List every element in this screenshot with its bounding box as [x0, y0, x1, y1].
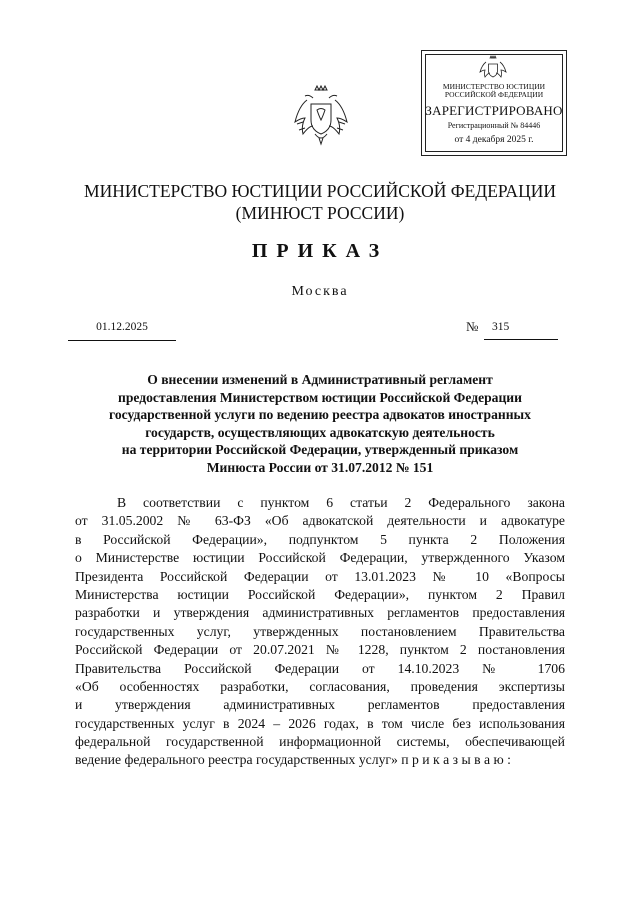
body-line: разработки и утверждения административных регламентов предоставления: [75, 605, 565, 621]
stamp-org-line2: РОССИЙСКОЙ ФЕДЕРАЦИИ: [444, 90, 544, 99]
order-number: 315: [484, 318, 558, 340]
body-line: Российской Федерации от 20.07.2021 № 1228, пунктом 2 постановления: [75, 642, 565, 658]
coat-of-arms-icon: [293, 84, 349, 146]
body-line: и утверждения административных регламентов предоставления: [75, 697, 565, 713]
body-line: «Об особенностях разработки, согласования, проведения экспертизы: [75, 678, 565, 694]
number-sign: №: [466, 319, 479, 334]
title-line: О внесении изменений в Административный регламент: [147, 372, 493, 387]
title-line: предоставления Министерством юстиции Российской Федерации: [118, 389, 522, 405]
order-date: 01.12.2025: [68, 318, 176, 341]
document-type: ПРИКАЗ: [251, 240, 389, 262]
body-line: ведение федерального реестра государственных услуг» п р и к а з ы в а ю :: [75, 752, 511, 768]
stamp-org-line1: МИНИСТЕРСТВО ЮСТИЦИИ: [442, 82, 546, 91]
body-line: от 31.05.2002 № 63-ФЗ «Об адвокатской деятельности и адвокатуре: [75, 513, 565, 529]
stamp-organization: [422, 83, 566, 99]
stamp-status: ЗАРЕГИСТРИРОВАНО: [425, 103, 563, 118]
body-line: государственных услуг в 2024 – 2026 годах, в том числе без использования: [75, 715, 565, 731]
title-line: государств, осуществляющих адвокатскую деятельность: [145, 424, 495, 440]
registration-stamp: [421, 50, 567, 156]
body-line: государственных услуг, утвержденных постановлением Правительства: [75, 623, 565, 639]
stamp-registration-number: Регистрационный № 84446: [447, 121, 541, 130]
order-body: [75, 494, 565, 770]
ministry-short-name: (МИНЮСТ РОССИИ): [235, 203, 405, 223]
body-line: федеральной государственной информационной системы, обеспечивающей: [75, 734, 565, 750]
body-line: о Министерстве юстиции Российской Федерации, утвержденного Указом: [75, 550, 565, 566]
body-line: Министерства юстиции Российской Федерации», пунктом 2 Правил: [75, 586, 565, 602]
order-title: [70, 371, 570, 477]
stamp-date: от 4 декабря 2025 г.: [454, 135, 534, 145]
body-line: Президента Российской Федерации от 13.01.2023 № 10 «Вопросы: [75, 568, 565, 584]
title-line: государственной услуги по ведению реестра адвокатов иностранных: [109, 407, 531, 423]
title-line: Минюста России от 31.07.2012 № 151: [206, 459, 434, 475]
body-line: в Российской Федерации», подпунктом 5 пункта 2 Положения: [75, 531, 565, 547]
stamp-coat-of-arms-icon: [479, 55, 507, 81]
title-line: на территории Российской Федерации, утвержденный приказом: [121, 442, 519, 458]
body-line: В соответствии с пунктом 6 статьи 2 Федерального закона: [117, 495, 565, 510]
body-line: Правительства Российской Федерации от 14.10.2023 № 1706: [75, 660, 565, 676]
city: Москва: [291, 284, 349, 299]
ministry-name: МИНИСТЕРСТВО ЮСТИЦИИ РОССИЙСКОЙ ФЕДЕРАЦИИ: [84, 181, 556, 201]
